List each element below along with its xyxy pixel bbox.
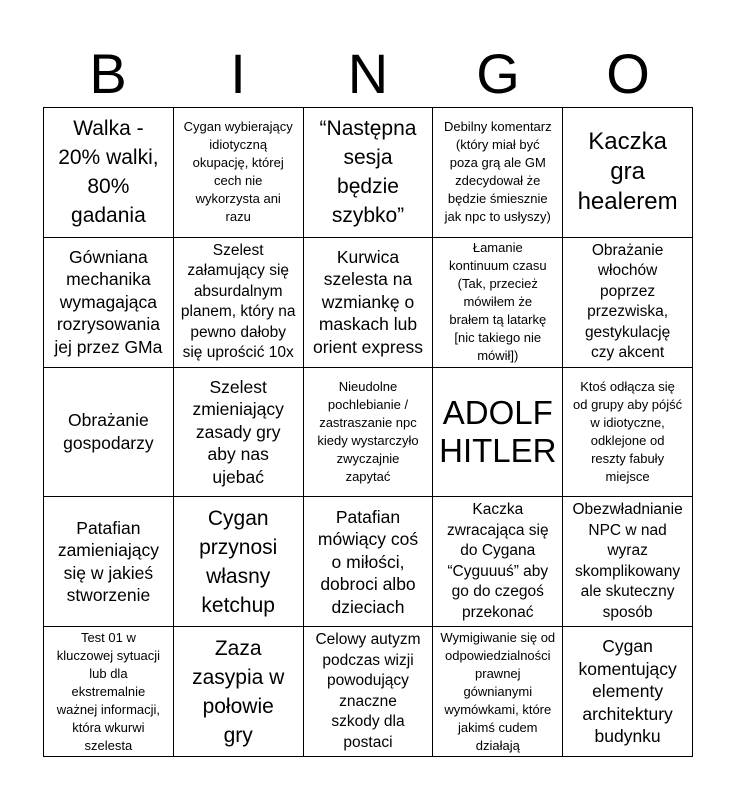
bingo-cell-text: Kaczka zwracająca się do Cygana “Cyguuuś” aby go do czegoś przekonać	[446, 501, 549, 621]
bingo-cell[interactable]	[563, 497, 693, 627]
bingo-cell[interactable]	[304, 497, 434, 627]
bingo-cell-text: “Następna sesja będzie szybko”	[319, 117, 417, 228]
bingo-cell-text: Obezwładnianie NPC w nad wyraz skomplikowany ale skuteczny sposób	[572, 501, 683, 621]
bingo-cell[interactable]	[44, 627, 174, 757]
bingo-cell[interactable]	[304, 108, 434, 238]
bingo-cell-text: Test 01 w kluczowej sytuacji lub dla ekstremalnie ważnej informacji, która wkurwi szelesta	[56, 629, 161, 753]
bingo-cell-text: Celowy autyzm podczas wizji powodujący znaczne szkody dla postaci	[315, 631, 421, 751]
bingo-cell-text: Obrażanie włochów poprzez przezwiska, gestykulację czy akcent	[584, 241, 671, 362]
bingo-cell[interactable]	[174, 627, 304, 757]
header-letter-b: B	[89, 42, 127, 105]
header-letter-n: N	[347, 42, 389, 105]
bingo-cell-text: Obrażanie gospodarzy	[63, 410, 154, 453]
bingo-cell[interactable]	[44, 368, 174, 498]
bingo-cell-text: Szelest załamujący się absurdalnym planem, który na pewno dałoby się uprościć 10x	[180, 241, 296, 362]
bingo-cell[interactable]	[174, 108, 304, 238]
bingo-cell-text: Walka - 20% walki, 80% gadania	[58, 117, 159, 228]
bingo-cell[interactable]	[174, 238, 304, 368]
bingo-cell[interactable]	[304, 238, 434, 368]
bingo-cell[interactable]	[433, 108, 563, 238]
bingo-cell-text: Szelest zmieniający zasady gry aby nas ujebać	[192, 376, 284, 487]
bingo-cell[interactable]	[433, 627, 563, 757]
bingo-cell-text: Kaczka gra healerem	[577, 128, 678, 216]
bingo-cell-text: ADOLF HITLER	[439, 393, 557, 469]
bingo-cell[interactable]	[563, 627, 693, 757]
bingo-cell-text: Zaza zasypia w połowie gry	[192, 636, 285, 747]
bingo-cell[interactable]	[433, 238, 563, 368]
bingo-cell-text: Ktoś odłącza się od grupy aby pójść w idiotyczne, odklejone od reszty fabuły miejsce	[573, 378, 683, 484]
bingo-cell[interactable]	[563, 368, 693, 498]
bingo-cell-text: Patafian mówiący coś o miłości, dobroci albo dzieciach	[317, 506, 419, 617]
bingo-cell[interactable]	[563, 238, 693, 368]
bingo-grid	[43, 107, 693, 757]
bingo-cell[interactable]	[44, 238, 174, 368]
bingo-cell[interactable]	[44, 108, 174, 238]
bingo-cell[interactable]	[44, 497, 174, 627]
header-letter-o: O	[606, 42, 650, 105]
bingo-cell-text: Gówniana mechanika wymagająca rozrysowania jej przez GMa	[54, 246, 163, 357]
bingo-cell-text: Kurwica szelesta na wzmiankę o maskach lub orient express	[313, 246, 423, 357]
bingo-cell[interactable]	[563, 108, 693, 238]
header-letter-g: G	[476, 42, 520, 105]
bingo-cell[interactable]	[304, 627, 434, 757]
bingo-cell-text: Cygan przynosi własny ketchup	[199, 506, 278, 617]
bingo-cell-text: Wymigiwanie się od odpowiedzialności prawnej gównianymi wymówkami, które jakimś cudem działają	[440, 629, 556, 753]
bingo-header	[43, 40, 693, 108]
bingo-cell-text: Nieudolne pochlebianie / zastraszanie npc kiedy wystarczyło zwyczajnie zapytać	[317, 378, 419, 484]
bingo-cell-text: Łamanie kontinuum czasu (Tak, przecież mówiłem że brałem tą latarkę [nic takiego nie mówił])	[449, 240, 547, 364]
bingo-cell-text: Cygan wybierający idiotyczną okupację, której cech nie wykorzysta ani razu	[183, 119, 293, 225]
bingo-cell-text: Patafian zamieniający się w jakieś stworzenie	[57, 517, 159, 606]
bingo-cell-text: Debilny komentarz (który miał być poza grą ale GM zdecydował że będzie śmiesznie jak npc to usłyszy)	[443, 119, 552, 225]
bingo-cell[interactable]	[433, 368, 563, 498]
bingo-cell-text: Cygan komentujący elementy architektury budynku	[578, 636, 677, 747]
bingo-cell[interactable]	[304, 368, 434, 498]
header-letter-i: I	[230, 42, 246, 105]
bingo-cell[interactable]	[433, 497, 563, 627]
bingo-cell[interactable]	[174, 368, 304, 498]
bingo-cell[interactable]	[174, 497, 304, 627]
